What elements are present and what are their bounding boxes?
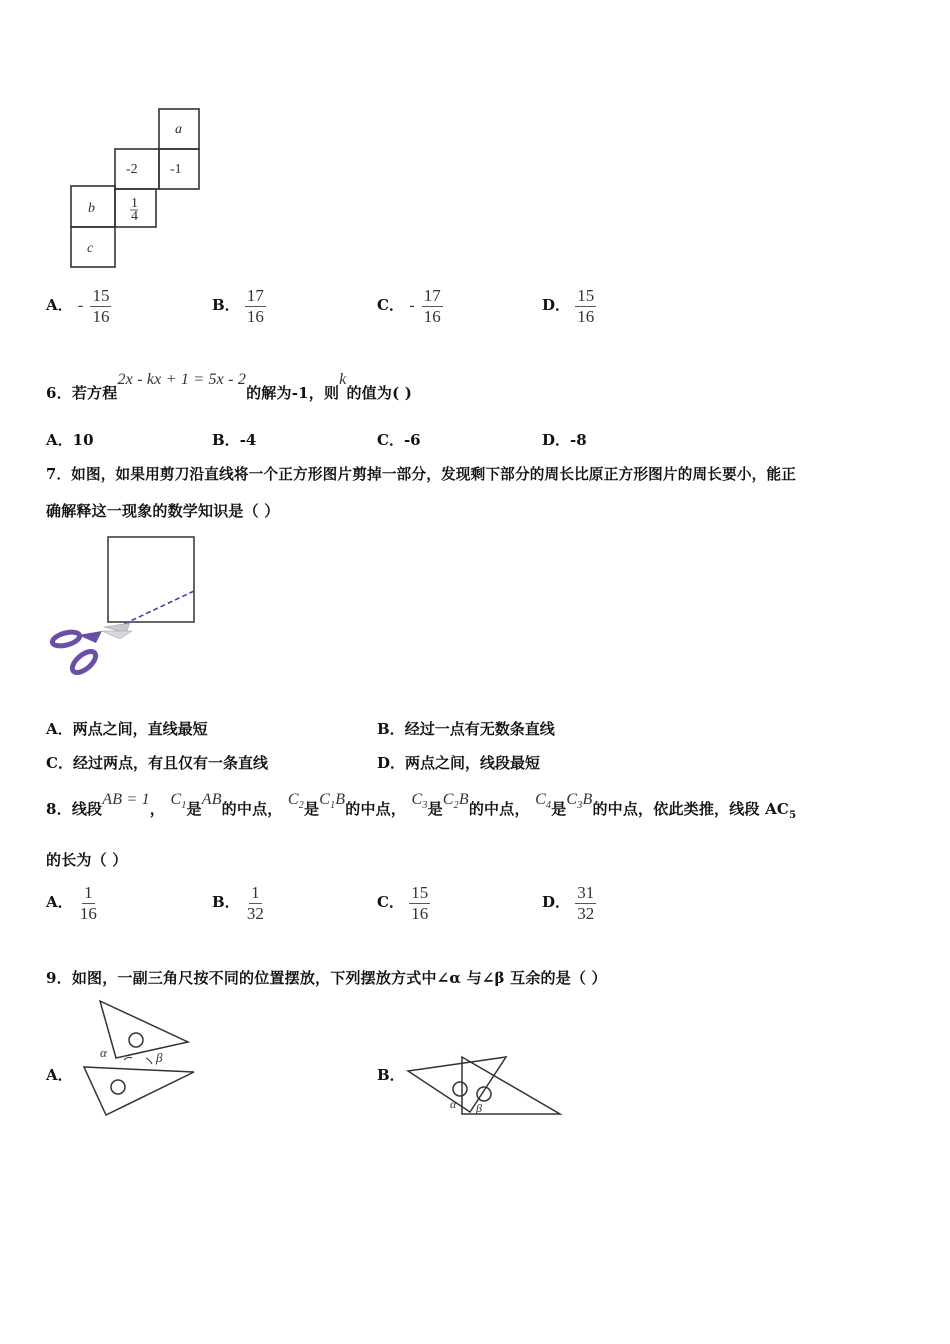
q7-option-d[interactable]: D．两点之间，线段最短 [377,754,541,772]
option-fraction: $\frac{17}{16}$ [423,286,441,326]
option-letter: C． [377,296,404,315]
q6-suffix: 的值为( ) [346,384,413,402]
q5-option-b[interactable] [212,286,266,326]
option-fraction: $\frac{15}{16}$ [577,286,595,326]
net-cell-minus1: -1 [170,162,182,177]
option-fraction: $\frac{17}{16}$ [246,286,264,326]
q8-c3: $C_3$ [411,791,428,812]
option-letter: A． [46,296,73,315]
q5-option-d[interactable] [542,286,596,326]
net-cell-c: c [87,241,94,256]
option-sign: - [77,297,84,315]
q6-equation: 2x - kx + 1 = 5x - 2 [117,371,247,388]
q8-c1: $C_1$ [170,791,187,812]
net-cell-a: a [175,122,182,137]
net-cell-minus2: -2 [126,162,138,177]
q5-option-c[interactable] [377,286,443,326]
q8-c4: $C_4$ [535,791,552,812]
q6-prefix: 6．若方程 [46,384,118,402]
q6-option-a[interactable]: A．10 [46,431,94,449]
q6-option-d[interactable]: D．-8 [542,431,587,449]
q7-question-line2: 确解释这一现象的数学知识是（ ） [46,502,280,520]
q9-figure-a [80,998,200,1120]
q5-option-a[interactable] [46,286,111,326]
q7-option-c[interactable]: C．经过两点，有且仅有一条直线 [46,754,268,772]
q6-question [46,368,413,402]
q7-question-line1: 7．如图，如果用剪刀沿直线将一个正方形图片剪掉一部分，发现剩下部分的周长比原正方形图片的周长要小，能正 [46,466,797,483]
q8-option-c[interactable]: C． $\frac{15}{16}$ [377,883,429,923]
cube-net-figure [68,108,204,272]
net-cell-frac-num: 1 [131,196,138,211]
q7-option-a[interactable]: A．两点之间，直线最短 [46,720,208,738]
alpha-label-a: α [100,1045,107,1060]
scissors-square-figure [46,535,206,685]
q6-option-b[interactable]: B．-4 [212,431,257,449]
beta-label-b: β [476,1101,482,1115]
q6-k: k [339,371,347,388]
q6-middle: 的解为-1，则 [246,384,340,402]
q8-c2: $C_2$ [287,791,304,812]
net-cell-b: b [88,201,95,216]
q9-option-a[interactable]: A． [46,1066,73,1084]
q8-option-a[interactable]: A． $\frac{1}{16}$ [46,883,97,923]
option-letter: D． [542,296,571,315]
option-sign: - [409,297,415,315]
q9-question: 9．如图，一副三角尺按不同的位置摆放，下列摆放方式中∠α 与∠β 互余的是（ ） [46,969,607,987]
net-cell-frac-den: 4 [131,209,138,224]
q8-question-line1: 8．线段AB = 1， $C_1$是AB的中点， $C_2$是$C_1B$的中点， $C_3$是$C_2B$的中点， $C_4$是$C_3B$的中点，依此类推，线段 $AC_5$ [46,791,797,821]
option-letter: B． [212,296,240,315]
option-fraction: $\frac{15}{16}$ [92,286,110,326]
beta-label-a: β [156,1050,163,1065]
q8-option-d[interactable]: D． $\frac{31}{32}$ [542,883,595,923]
q9-option-b[interactable]: B． [377,1066,405,1084]
q7-option-b[interactable]: B．经过一点有无数条直线 [377,720,555,738]
alpha-label-b: α [450,1097,457,1111]
q9-figure-b [404,1054,564,1120]
q6-option-c[interactable]: C．-6 [377,431,421,449]
q8-ab-eq: AB = 1 [102,791,150,808]
q8-question-line2: 的长为（ ） [46,851,128,869]
q8-option-b[interactable]: B． $\frac{1}{32}$ [212,883,264,923]
